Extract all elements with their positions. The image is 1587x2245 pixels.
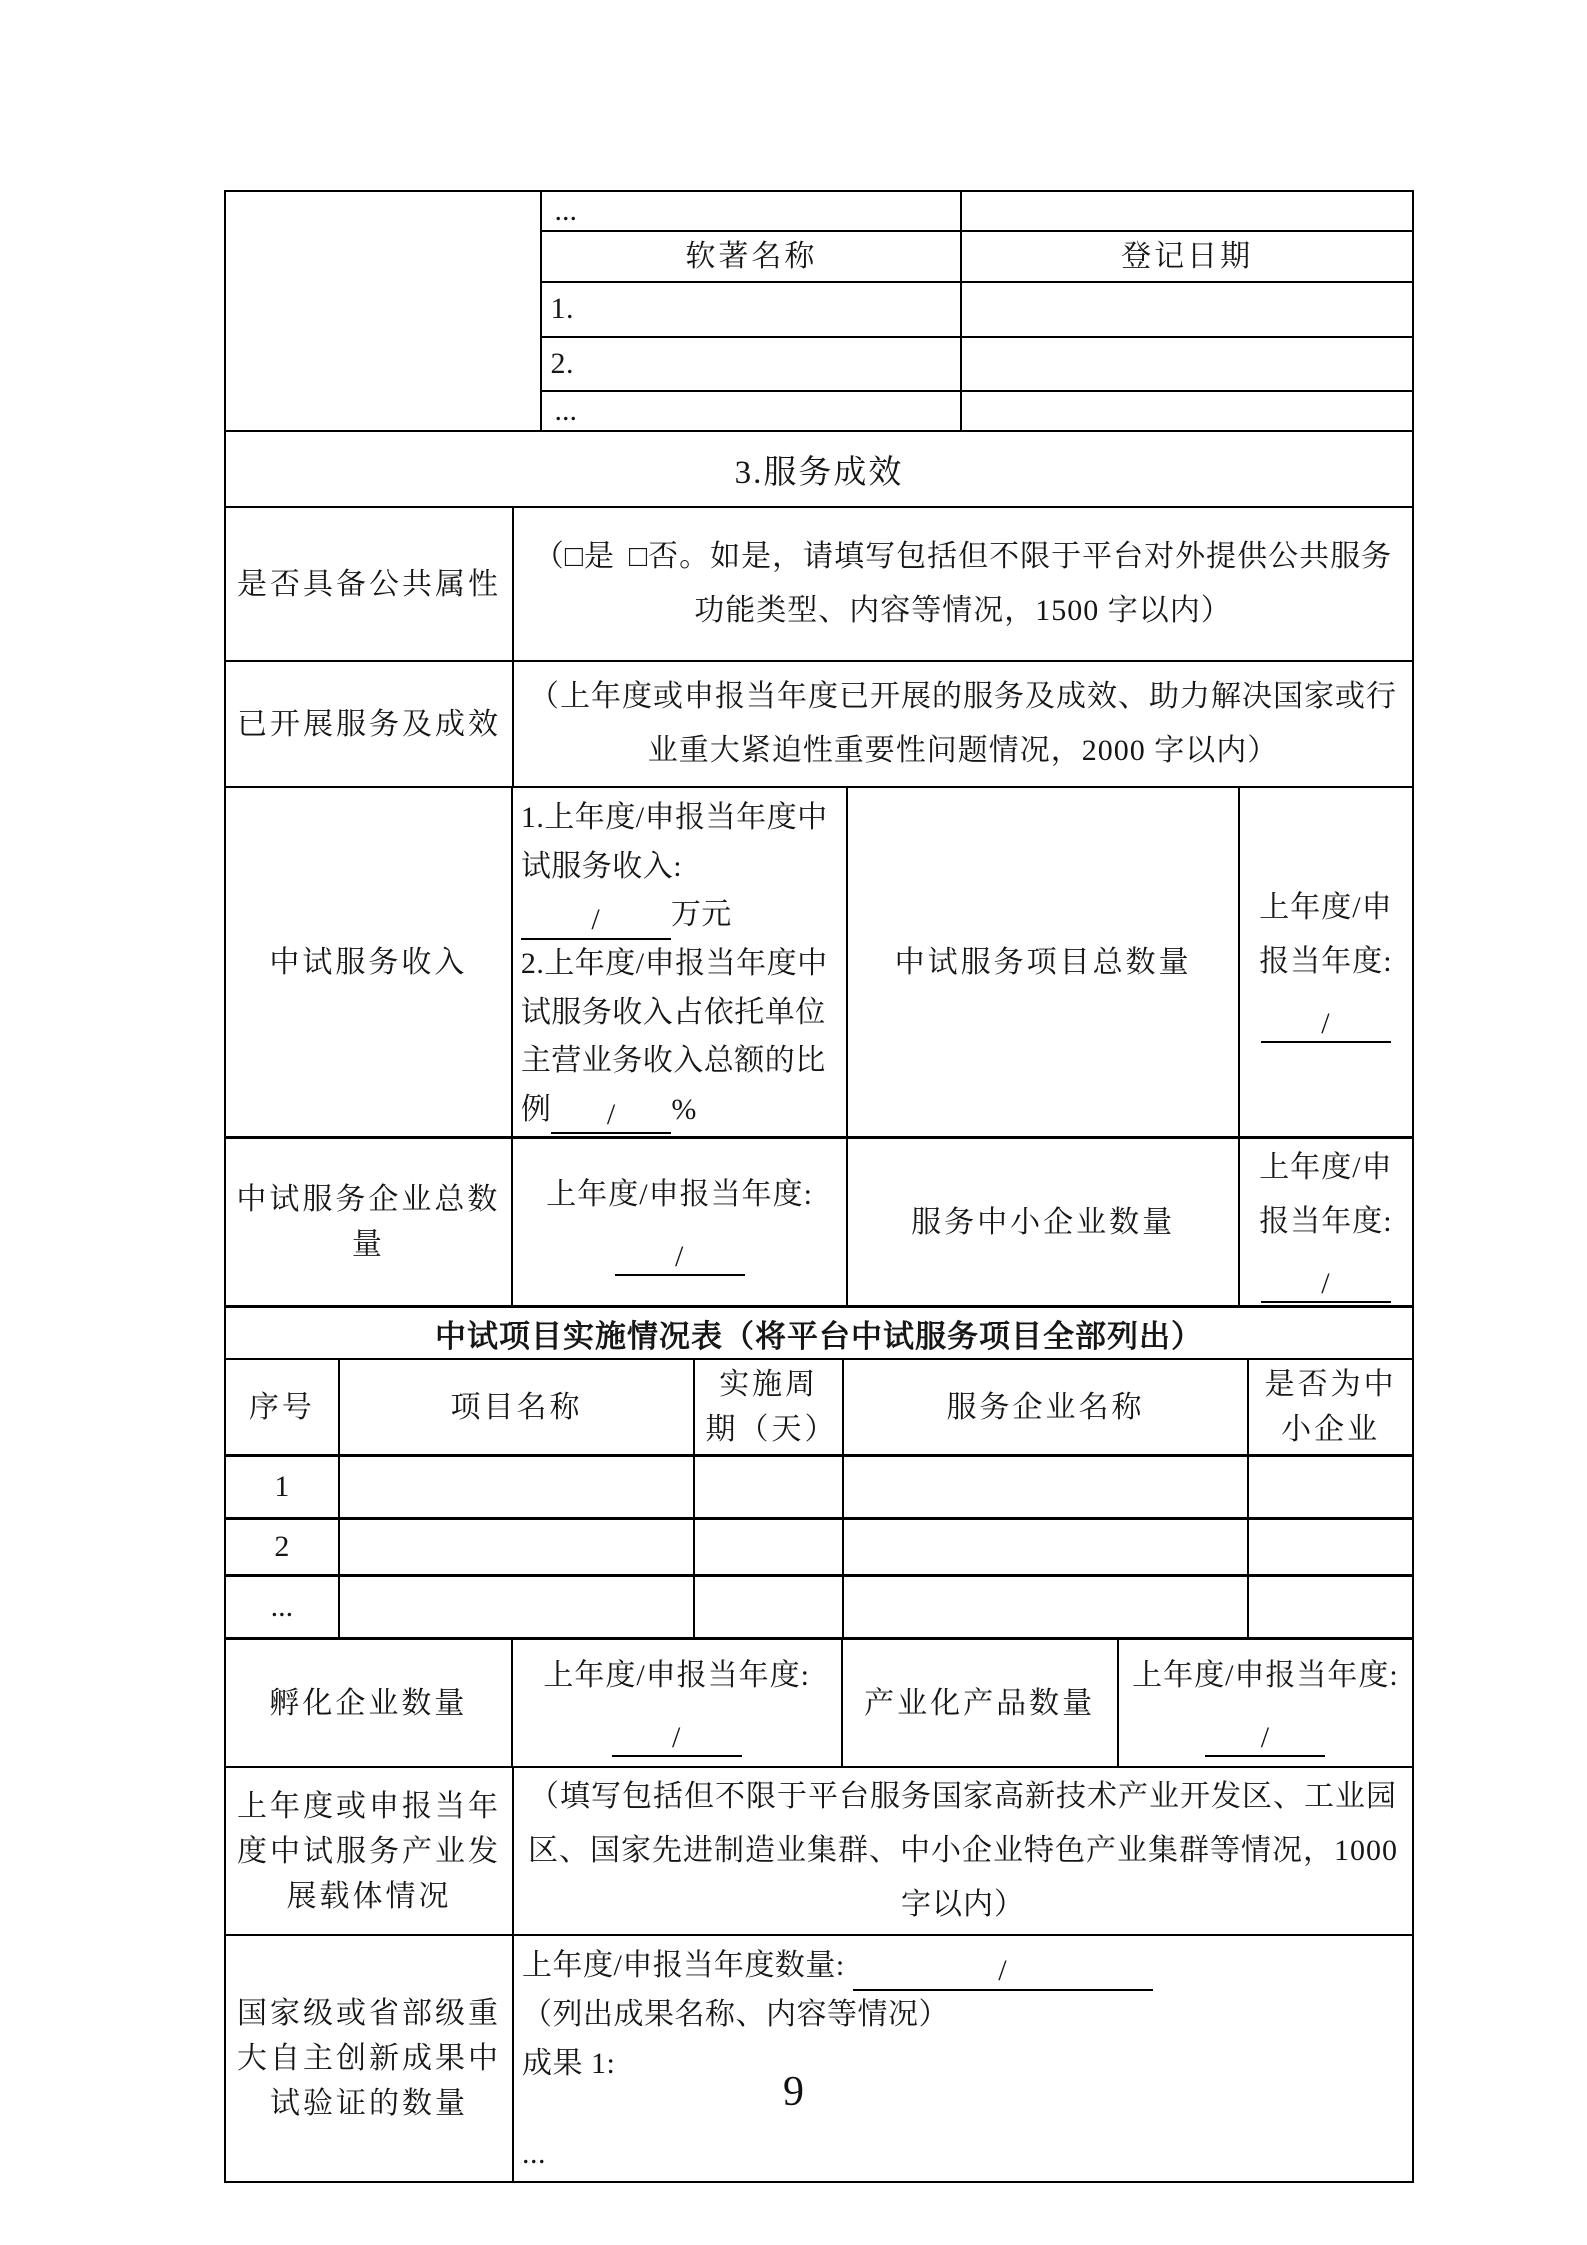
income-item-2 [521,940,839,1134]
innovation-content-cell [513,1935,1412,2180]
pilot-income-label: 中试服务收入 [226,787,512,1138]
table-row [226,1307,1412,1360]
sme-served-label: 服务中小企业数量 [847,1138,1238,1306]
total-projects-value-cell [1239,787,1412,1138]
sme-served-value-label: 上年度/申报当年度: [1259,1151,1393,1239]
total-projects-blank[interactable] [1261,1004,1391,1044]
table-row [226,507,1412,661]
public-attribute-label: 是否具备公共属性 [226,507,513,661]
industrialized-value-cell [1118,1639,1412,1767]
project-table-title: 中试项目实施情况表（将平台中试服务项目全部列出） [226,1307,1412,1360]
project-name-cell[interactable] [339,1519,695,1576]
slash: / [1321,1006,1331,1040]
industry-carrier-content-cell: （填写包括但不限于平台服务国家高新技术产业开发区、工业园区、国家先进制造业集群、中小企业特色产业集群等情况，1000 字以内） [513,1767,1412,1935]
copyright-name-header: 软著名称 [541,231,961,282]
header-seq: 序号 [226,1359,339,1456]
service-effect-table [226,506,1412,786]
incubated-label: 孵化企业数量 [226,1639,512,1767]
copyright-date-empty-cell[interactable] [961,192,1412,231]
copyright-item-2-cell[interactable]: 2. [541,337,961,392]
innovation-count-line [522,1942,1404,1991]
copyright-date-header: 登记日期 [961,231,1412,282]
total-projects-label: 中试服务项目总数量 [847,787,1238,1138]
incubated-value-label: 上年度/申报当年度: [543,1659,810,1693]
copyright-date-empty-cell[interactable] [961,391,1412,430]
slash: / [1321,1266,1331,1300]
pilot-income-content-cell [512,787,848,1138]
public-attribute-instruction: 如是，请填写包括但不限于平台对外提供公共服务功能类型、内容等情况，1500 字以内） [694,540,1393,628]
project-is-sme-cell[interactable] [1248,1456,1412,1519]
slash: / [606,1097,616,1131]
sme-served-value-cell [1239,1138,1412,1306]
pilot-enterprises-blank[interactable] [615,1237,745,1277]
project-seq-cell: ... [226,1576,339,1638]
project-seq-cell: 2 [226,1519,339,1576]
copyright-date-empty-cell[interactable] [961,282,1412,337]
table-row [226,1639,1412,1767]
incubated-blank[interactable] [612,1718,742,1758]
total-projects-value-label: 上年度/申报当年度: [1259,891,1393,979]
project-row [226,1576,1412,1638]
innovation-note: （列出成果名称、内容等情况） [522,1997,949,2031]
header-is-sme: 是否为中小企业 [1248,1359,1412,1456]
yes-checkbox[interactable]: （□是 [533,540,615,574]
page-number: 9 [783,2069,804,2115]
services-label: 已开展服务及成效 [226,661,513,786]
project-seq-cell: 1 [226,1456,339,1519]
project-period-cell[interactable] [694,1519,842,1576]
no-checkbox[interactable]: □否。 [629,540,711,574]
income-item-1 [521,794,839,940]
copyright-ellipsis-cell: ... [541,391,961,430]
innovation-count-blank[interactable] [853,1951,1153,1991]
section3-title: 3.服务成效 [226,431,1412,506]
project-enterprise-cell[interactable] [843,1519,1249,1576]
table-row [226,1138,1412,1306]
achievements-ellipsis: ... [522,2137,546,2171]
industrialized-value-label: 上年度/申报当年度: [1132,1659,1399,1693]
table-row [226,661,1412,786]
project-implementation-table [226,1305,1412,1637]
table-row [226,192,1412,231]
project-table-header-row [226,1359,1412,1456]
table-row [226,431,1412,506]
project-enterprise-cell[interactable] [843,1456,1249,1519]
project-enterprise-cell[interactable] [843,1576,1249,1638]
copyright-item-1-cell[interactable]: 1. [541,282,961,337]
services-content-cell: （上年度或申报当年度已开展的服务及成效、助力解决国家或行业重大紧迫性重要性问题情况，2000 字以内） [513,661,1412,786]
pilot-enterprises-label: 中试服务企业总数量 [226,1138,512,1306]
slash: / [998,1954,1008,1988]
project-is-sme-cell[interactable] [1248,1576,1412,1638]
project-name-cell[interactable] [339,1576,695,1638]
income-amount-blank[interactable] [521,900,671,940]
project-is-sme-cell[interactable] [1248,1519,1412,1576]
income-unit: 万元 [670,898,732,932]
copyright-ellipsis-cell: ... [541,192,961,231]
table-row [226,1935,1412,2180]
header-enterprise-name: 服务企业名称 [843,1359,1249,1456]
pilot-enterprises-value-cell [512,1138,848,1306]
slash: / [674,1239,685,1273]
application-form-table [224,190,1414,2183]
copyright-date-empty-cell[interactable] [961,337,1412,392]
innovation-label: 国家级或省部级重大自主创新成果中试验证的数量 [226,1935,513,2180]
slash: / [1260,1720,1271,1754]
incubated-table [226,1637,1412,1766]
project-row [226,1519,1412,1576]
copyright-left-blank-cell [226,192,541,430]
income-ratio-unit: % [671,1092,697,1126]
copyright-table [226,192,1412,430]
innovation-count-label: 上年度/申报当年度数量: [522,1949,845,1983]
incubated-value-cell [512,1639,842,1767]
project-period-cell[interactable] [694,1456,842,1519]
income-ratio-blank[interactable] [551,1095,671,1135]
table-row [226,787,1412,1138]
industry-carrier-label: 上年度或申报当年度中试服务产业发展载体情况 [226,1767,513,1935]
header-project-name: 项目名称 [339,1359,695,1456]
public-attribute-content-cell [513,507,1412,661]
income-item-2-text: 2.上年度/申报当年度中试服务收入占依托单位主营业务收入总额的比例 [520,946,828,1126]
pilot-income-table [226,786,1412,1305]
industrialized-blank[interactable] [1205,1718,1325,1758]
slash: / [591,903,601,937]
project-row [226,1456,1412,1519]
section3-title-table [226,430,1412,506]
pilot-enterprises-value-label: 上年度/申报当年度: [546,1178,813,1212]
header-period: 实施周期（天） [694,1359,842,1456]
achievement-1-line[interactable]: 成果 1: [522,2046,616,2080]
carrier-achievements-table [226,1766,1412,2180]
industrialized-label: 产业化产品数量 [842,1639,1118,1767]
project-name-cell[interactable] [339,1456,695,1519]
slash: / [671,1720,682,1754]
table-row [226,1767,1412,1935]
project-period-cell[interactable] [694,1576,842,1638]
income-item-1-text: 1.上年度/申报当年度中试服务收入: [520,801,828,883]
sme-served-blank[interactable] [1261,1264,1391,1304]
